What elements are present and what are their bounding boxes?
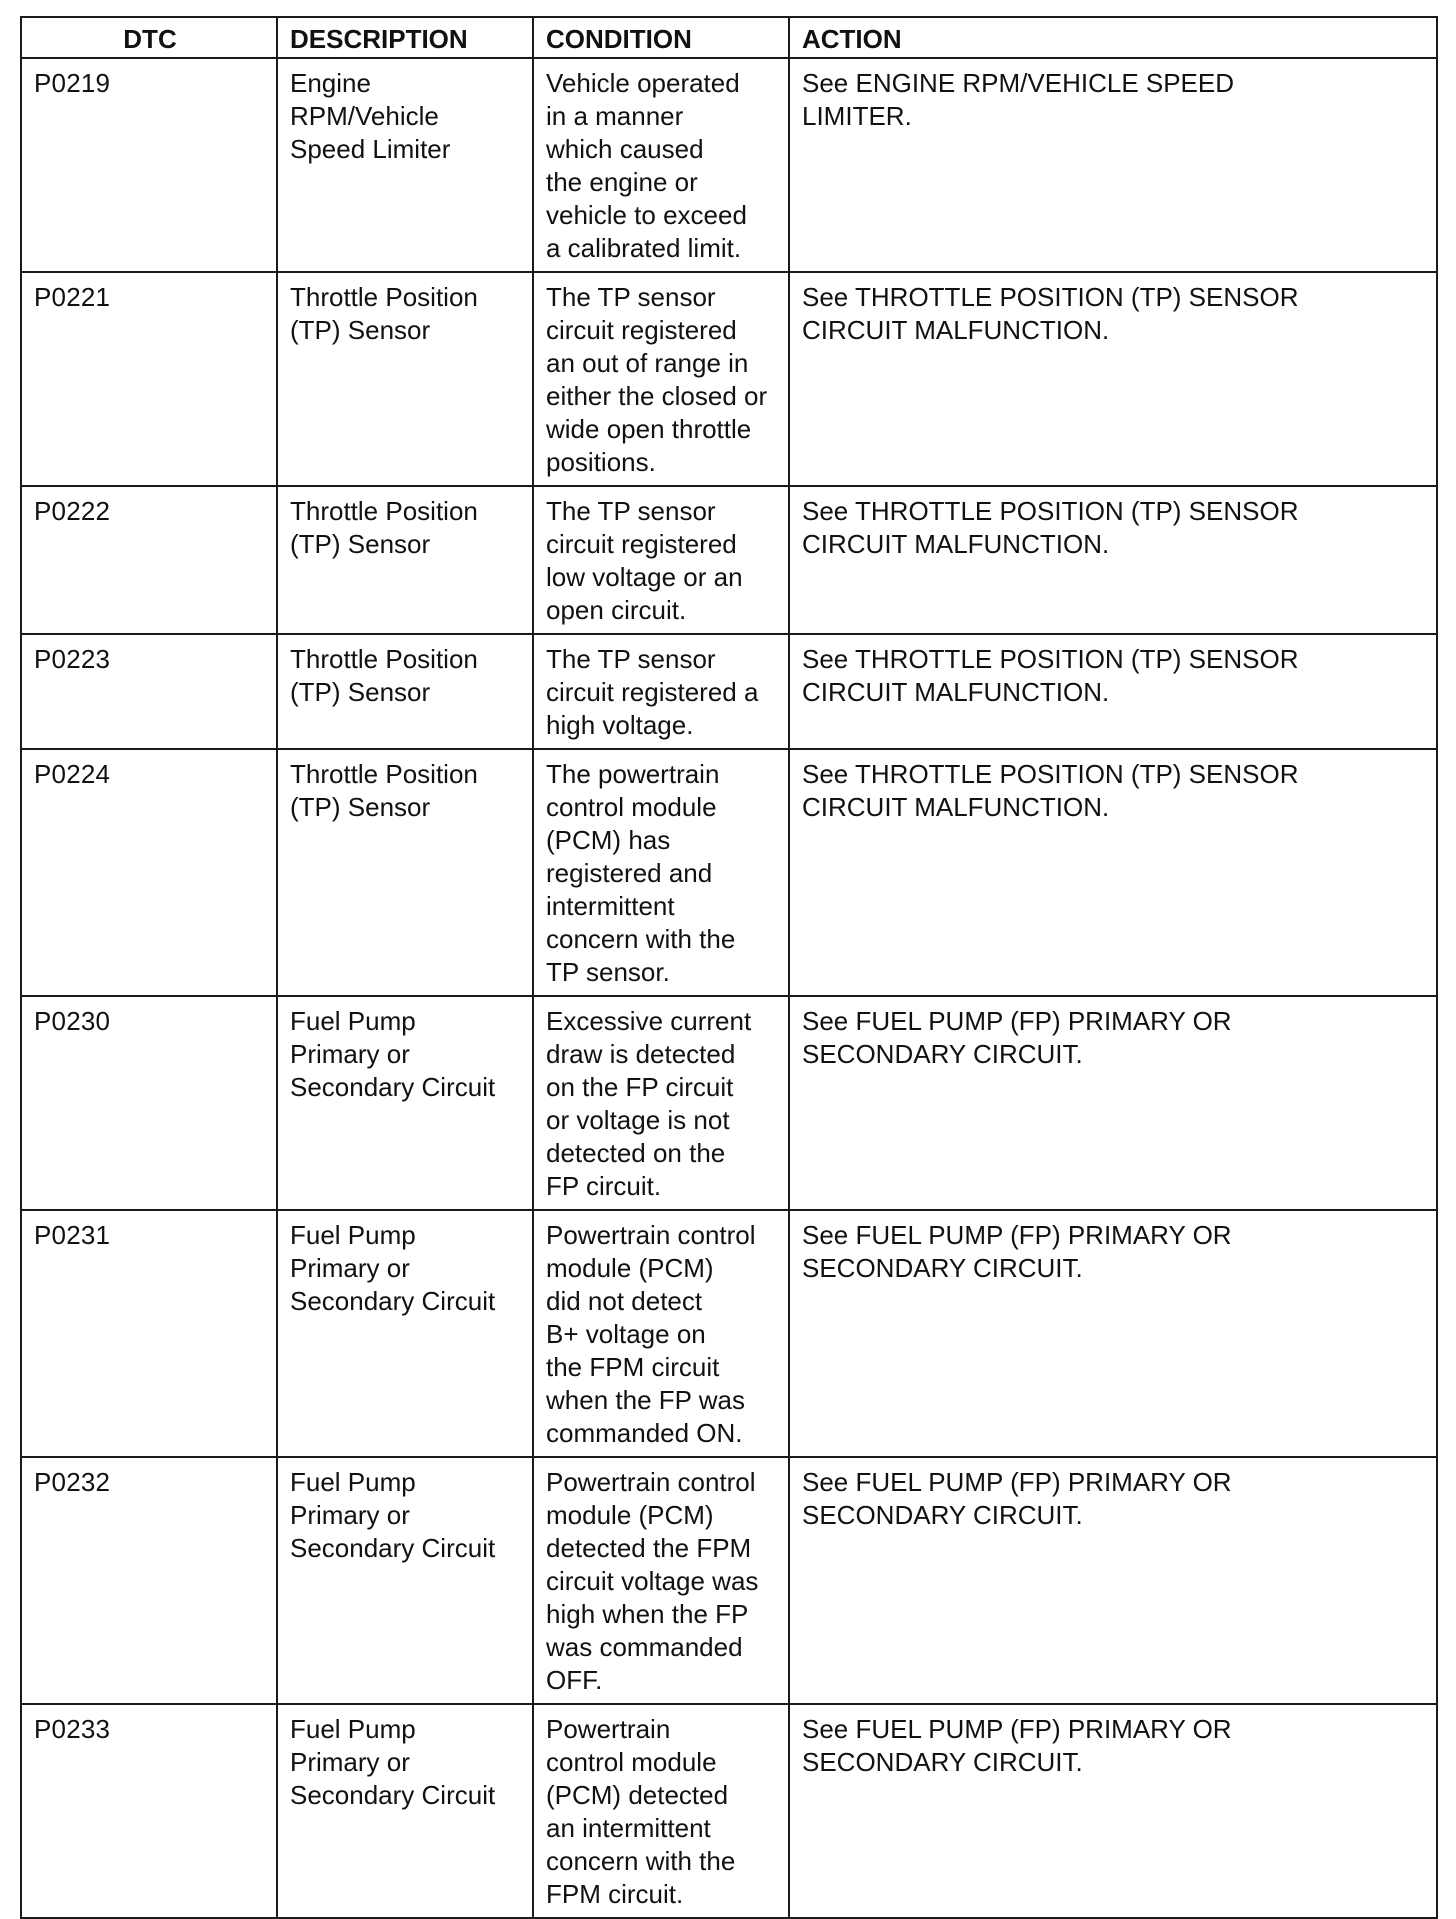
table-row [21,58,1437,272]
action-cell-line: See FUEL PUMP (FP) PRIMARY OR [802,1467,1232,1497]
description-cell-line: Primary or [290,1747,410,1777]
condition-cell-line: on the FP circuit [546,1072,734,1102]
table-row [21,1210,1437,1457]
condition-cell-line: positions. [546,447,656,477]
condition-cell-line: circuit registered [546,529,737,559]
dtc-code-cell: P0224 [21,749,277,996]
action-cell-line: CIRCUIT MALFUNCTION. [802,315,1110,345]
action-cell [789,749,1437,996]
description-cell-line: Engine [290,68,371,98]
description-cell [277,1704,533,1918]
dtc-code-cell: P0219 [21,58,277,272]
condition-cell [533,486,789,634]
condition-cell-line: Powertrain control [546,1220,756,1250]
table-row [21,634,1437,749]
action-cell-line: See FUEL PUMP (FP) PRIMARY OR [802,1714,1232,1744]
action-cell [789,1210,1437,1457]
condition-cell-line: The TP sensor [546,644,716,674]
action-cell-line: See ENGINE RPM/VEHICLE SPEED [802,68,1235,98]
description-cell-line: Speed Limiter [290,134,451,164]
action-cell-line: See THROTTLE POSITION (TP) SENSOR [802,644,1299,674]
condition-cell-line: control module [546,792,717,822]
condition-cell-line: control module [546,1747,717,1777]
condition-cell-line: (PCM) has [546,825,671,855]
description-cell-line: (TP) Sensor [290,677,431,707]
description-cell-line: (TP) Sensor [290,529,431,559]
action-cell-line: SECONDARY CIRCUIT. [802,1253,1083,1283]
description-cell-line: (TP) Sensor [290,315,431,345]
condition-cell-line: which caused [546,134,704,164]
table-row [21,1704,1437,1918]
condition-cell-line: high when the FP [546,1599,749,1629]
description-cell-line: Primary or [290,1039,410,1069]
condition-cell [533,1210,789,1457]
condition-cell-line: draw is detected [546,1039,736,1069]
condition-cell-line: FP circuit. [546,1171,662,1201]
description-cell [277,486,533,634]
condition-cell-line: The TP sensor [546,496,716,526]
condition-cell-line: (PCM) detected [546,1780,729,1810]
condition-cell-line: intermittent [546,891,675,921]
action-cell-line: See FUEL PUMP (FP) PRIMARY OR [802,1220,1232,1250]
condition-cell-line: Powertrain control [546,1467,756,1497]
condition-cell-line: Vehicle operated [546,68,740,98]
condition-cell-line: was commanded [546,1632,743,1662]
description-cell-line: Primary or [290,1253,410,1283]
dtc-reference-sheet [20,16,1436,1919]
action-cell [789,272,1437,486]
condition-cell-line: B+ voltage on [546,1319,706,1349]
action-cell [789,1704,1437,1918]
table-row [21,486,1437,634]
description-cell [277,996,533,1210]
description-cell-line: Primary or [290,1500,410,1530]
condition-cell-line: TP sensor. [546,957,670,987]
description-cell [277,749,533,996]
description-cell [277,634,533,749]
condition-cell-line: commanded ON. [546,1418,743,1448]
action-cell [789,58,1437,272]
condition-cell-line: a calibrated limit. [546,233,742,263]
description-cell-line: Fuel Pump [290,1006,416,1036]
condition-cell-line: open circuit. [546,595,687,625]
description-cell-line: (TP) Sensor [290,792,431,822]
description-cell [277,1457,533,1704]
condition-cell-line: The TP sensor [546,282,716,312]
condition-cell-line: detected on the [546,1138,726,1168]
action-cell-line: See THROTTLE POSITION (TP) SENSOR [802,282,1299,312]
description-cell-line: Fuel Pump [290,1714,416,1744]
description-cell-line: Fuel Pump [290,1220,416,1250]
header-dtc: DTC [21,17,277,58]
description-cell-line: Secondary Circuit [290,1072,496,1102]
condition-cell-line: FPM circuit. [546,1879,684,1909]
action-cell-line: See THROTTLE POSITION (TP) SENSOR [802,759,1299,789]
table-row [21,996,1437,1210]
description-cell-line: Throttle Position [290,644,478,674]
action-cell-line: See THROTTLE POSITION (TP) SENSOR [802,496,1299,526]
condition-cell-line: the FPM circuit [546,1352,720,1382]
condition-cell [533,634,789,749]
condition-cell-line: module (PCM) [546,1253,714,1283]
action-cell-line: SECONDARY CIRCUIT. [802,1747,1083,1777]
action-cell [789,996,1437,1210]
description-cell [277,1210,533,1457]
description-cell-line: Throttle Position [290,282,478,312]
dtc-code-cell: P0232 [21,1457,277,1704]
dtc-code-cell: P0230 [21,996,277,1210]
description-cell-line: Secondary Circuit [290,1533,496,1563]
action-cell-line: LIMITER. [802,101,912,131]
condition-cell-line: low voltage or an [546,562,743,592]
condition-cell-line: circuit registered a [546,677,759,707]
action-cell [789,1457,1437,1704]
dtc-code-cell: P0222 [21,486,277,634]
dtc-code-cell: P0221 [21,272,277,486]
header-row [21,17,1437,58]
condition-cell [533,749,789,996]
dtc-code-cell: P0223 [21,634,277,749]
action-cell-line: SECONDARY CIRCUIT. [802,1039,1083,1069]
action-cell-line: See FUEL PUMP (FP) PRIMARY OR [802,1006,1232,1036]
description-cell-line: Fuel Pump [290,1467,416,1497]
condition-cell-line: when the FP was [546,1385,745,1415]
condition-cell-line: an intermittent [546,1813,711,1843]
table-row [21,272,1437,486]
description-cell-line: Throttle Position [290,496,478,526]
condition-cell [533,996,789,1210]
condition-cell-line: or voltage is not [546,1105,730,1135]
condition-cell-line: module (PCM) [546,1500,714,1530]
dtc-code-cell: P0231 [21,1210,277,1457]
condition-cell-line: an out of range in [546,348,749,378]
description-cell [277,272,533,486]
condition-cell-line: either the closed or [546,381,768,411]
action-cell-line: CIRCUIT MALFUNCTION. [802,677,1110,707]
condition-cell-line: circuit voltage was [546,1566,759,1596]
condition-cell-line: OFF. [546,1665,603,1695]
condition-cell [533,1704,789,1918]
condition-cell-line: concern with the [546,924,736,954]
condition-cell [533,272,789,486]
dtc-table [20,16,1438,1919]
table-body [21,58,1437,1918]
condition-cell-line: the engine or [546,167,698,197]
condition-cell-line: did not detect [546,1286,703,1316]
action-cell-line: CIRCUIT MALFUNCTION. [802,792,1110,822]
description-cell-line: RPM/Vehicle [290,101,439,131]
condition-cell-line: concern with the [546,1846,736,1876]
action-cell-line: CIRCUIT MALFUNCTION. [802,529,1110,559]
header-condition: CONDITION [533,17,789,58]
description-cell [277,58,533,272]
condition-cell-line: The powertrain [546,759,720,789]
condition-cell-line: Excessive current [546,1006,752,1036]
description-cell-line: Secondary Circuit [290,1780,496,1810]
action-cell-line: SECONDARY CIRCUIT. [802,1500,1083,1530]
table-row [21,1457,1437,1704]
condition-cell-line: Powertrain [546,1714,671,1744]
header-action: ACTION [789,17,1437,58]
condition-cell [533,1457,789,1704]
condition-cell [533,58,789,272]
header-description: DESCRIPTION [277,17,533,58]
action-cell [789,634,1437,749]
condition-cell-line: vehicle to exceed [546,200,747,230]
description-cell-line: Secondary Circuit [290,1286,496,1316]
condition-cell-line: wide open throttle [546,414,752,444]
action-cell [789,486,1437,634]
table-row [21,749,1437,996]
dtc-code-cell: P0233 [21,1704,277,1918]
condition-cell-line: high voltage. [546,710,694,740]
condition-cell-line: circuit registered [546,315,737,345]
condition-cell-line: detected the FPM [546,1533,752,1563]
table-header [21,17,1437,58]
condition-cell-line: in a manner [546,101,684,131]
condition-cell-line: registered and [546,858,713,888]
description-cell-line: Throttle Position [290,759,478,789]
